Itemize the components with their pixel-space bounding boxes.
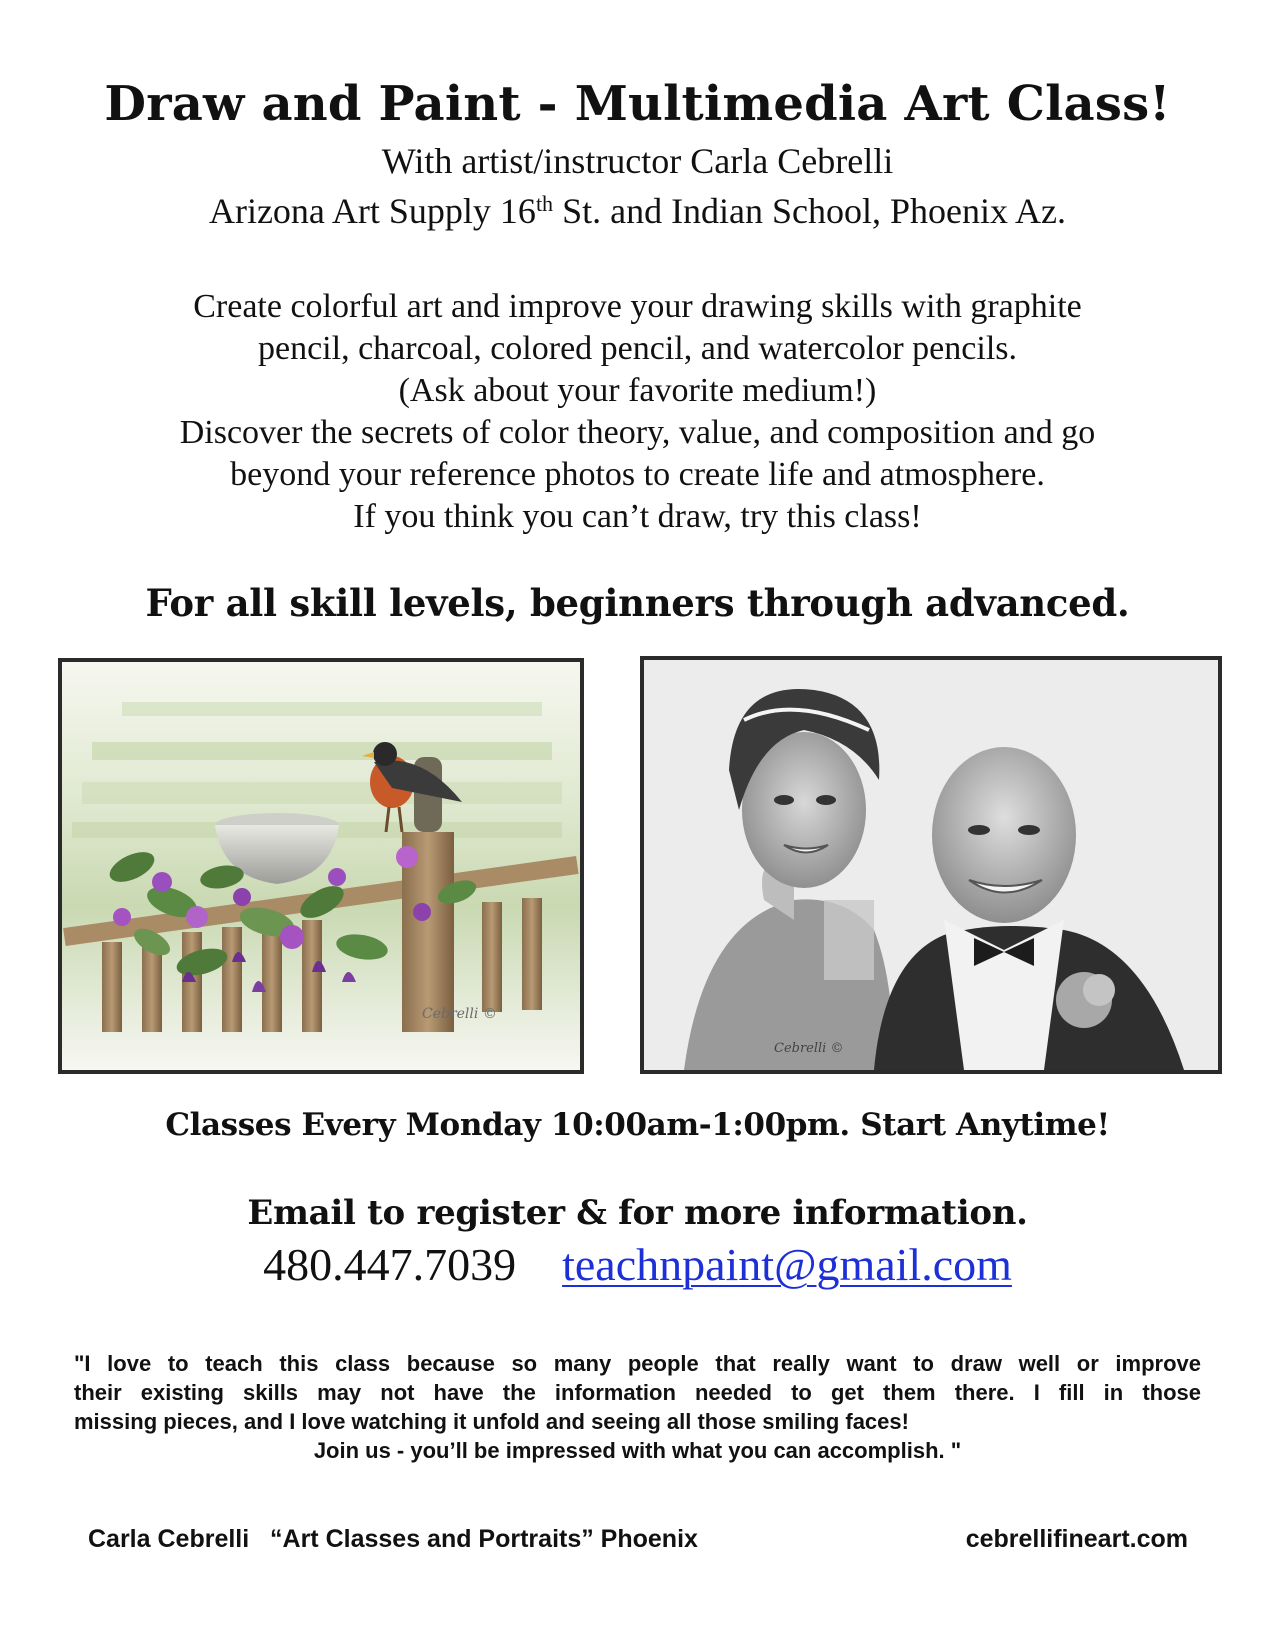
description-line: (Ask about your favorite medium!) (398, 372, 877, 409)
email-link[interactable]: teachnpaint@gmail.com (562, 1239, 1012, 1290)
location-line (0, 190, 1275, 232)
portrait-signature: Cebrelli © (774, 1041, 844, 1056)
instructor-quote (74, 1349, 1201, 1465)
couple-portrait-drawing (640, 656, 1222, 1074)
robin-birdbath-painting (58, 658, 584, 1074)
skill-levels-heading: For all skill levels, beginners through advanced. (145, 581, 1130, 625)
description-line: Create colorful art and improve your drawing skills with graphite (193, 288, 1082, 325)
class-description (40, 286, 1235, 538)
location-suffix: St. and Indian School, Phoenix Az. (553, 191, 1067, 231)
phone-number[interactable]: 480.447.7039 (263, 1239, 517, 1290)
footer-business-name: Carla Cebrelli “Art Classes and Portraits” Phoenix (88, 1525, 698, 1553)
contact-line (0, 1238, 1275, 1291)
location-prefix: Arizona Art Supply 16 (208, 191, 536, 231)
description-line: beyond your reference photos to create life and atmosphere. (230, 456, 1045, 493)
instructor-line: With artist/instructor Carla Cebrelli (381, 141, 894, 181)
robin-birdbath-artwork (62, 662, 580, 1070)
description-line: If you think you can’t draw, try this class! (353, 498, 922, 535)
class-schedule: Classes Every Monday 10:00am-1:00pm. Start Anytime! (165, 1107, 1110, 1143)
couple-portrait-artwork (644, 660, 1218, 1070)
location-ordinal: th (535, 191, 554, 216)
register-heading: Email to register & for more information. (247, 1193, 1028, 1233)
robin-signature: Cebrelli © (422, 1006, 497, 1022)
footer-website[interactable]: cebrellifineart.com (965, 1525, 1188, 1553)
flyer-title: Draw and Paint - Multimedia Art Class! (104, 76, 1171, 132)
quote-line: missing pieces, and I love watching it unfold and seeing all those smiling faces! (74, 1409, 909, 1434)
quote-line: their existing skills may not have the information needed to get them there. I fill in those (74, 1380, 1201, 1405)
description-line: Discover the secrets of color theory, value, and composition and go (179, 414, 1096, 451)
description-line: pencil, charcoal, colored pencil, and watercolor pencils. (258, 330, 1017, 367)
quote-line: "I love to teach this class because so many people that really want to draw well or improve (74, 1351, 1201, 1376)
quote-line: Join us - you’ll be impressed with what you can accomplish. " (313, 1438, 962, 1463)
